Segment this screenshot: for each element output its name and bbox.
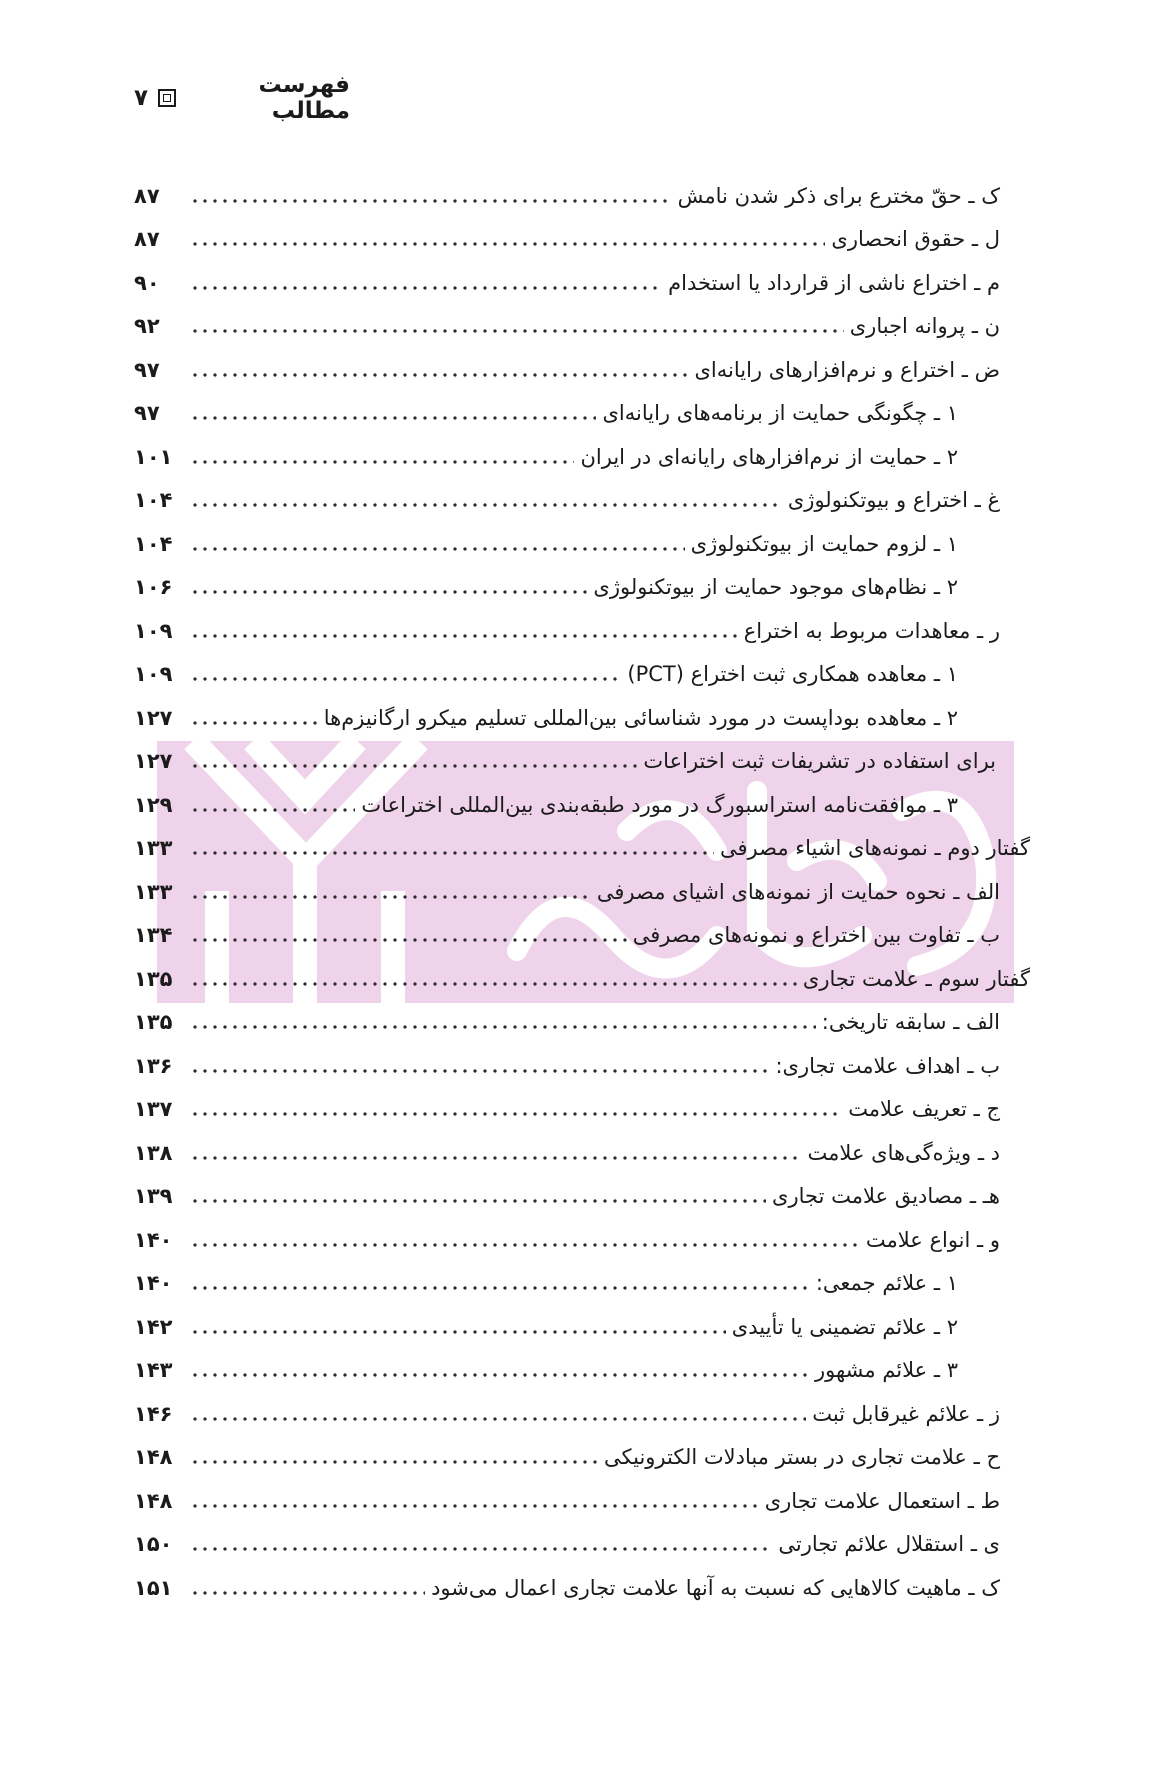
toc-entry	[134, 957, 1030, 1001]
toc-page-number: ۱۴۰	[134, 1271, 173, 1296]
toc-entry	[134, 783, 1030, 827]
toc-entry-title: ن ـ پروانه اجباری	[849, 314, 1000, 339]
toc-entry-title: ح ـ علامت تجاری در بستر مبادلات الکترونیکی	[604, 1445, 1000, 1470]
toc-entry-title: د ـ ویژه‌گی‌های علامت	[807, 1140, 1000, 1165]
toc-entry-title: ۳ ـ علائم مشهور	[815, 1358, 958, 1383]
toc-page-number: ۱۲۹	[134, 792, 173, 817]
dot-leader	[190, 326, 844, 336]
dot-leader	[190, 1501, 759, 1511]
dot-leader	[190, 805, 355, 815]
dot-leader	[190, 1066, 769, 1076]
toc-page-number: ۱۰۶	[134, 575, 173, 600]
toc-entry-title: ۱ ـ معاهده همکاری ثبت اختراع (PCT)	[627, 662, 958, 687]
toc-page-number: ۸۷	[134, 183, 160, 208]
toc-entry-title: ر ـ معاهدات مربوط به اختراع	[743, 618, 1000, 643]
toc-entry-title: و ـ انواع علامت	[865, 1227, 1000, 1252]
toc-entry	[134, 348, 1030, 392]
toc-page-number: ۹۰	[134, 270, 160, 295]
running-header	[134, 72, 350, 124]
toc-entry-title: ز ـ علائم غیرقابل ثبت	[812, 1401, 1000, 1426]
toc-entry	[134, 1131, 1030, 1175]
toc-entry-title: برای استفاده در تشریفات ثبت اختراعات	[643, 749, 996, 774]
toc-entry	[134, 1044, 1030, 1088]
toc-entry	[134, 305, 1030, 349]
toc-entry	[134, 827, 1030, 871]
toc-page-number: ۱۳۹	[134, 1184, 173, 1209]
toc-page-number: ۱۰۹	[134, 618, 173, 643]
dot-leader	[190, 1240, 860, 1250]
toc-entry	[134, 522, 1030, 566]
dot-leader	[190, 761, 637, 771]
toc-entry-title: ۳ ـ موافقت‌نامه استراسبورگ در مورد طبقه‌بندی بین‌المللی اختراعات	[361, 792, 958, 817]
toc-entry	[134, 609, 1030, 653]
toc-page-number: ۱۵۰	[134, 1532, 173, 1557]
toc-entry-title: ۲ ـ معاهده بوداپست در مورد شناسائی بین‌المللی تسلیم میکرو ارگانیزم‌ها	[323, 705, 958, 730]
toc-entry-title: ج ـ تعریف علامت	[848, 1097, 1000, 1122]
toc-entry	[134, 1436, 1030, 1480]
dot-leader	[190, 457, 574, 467]
header-title: فهرست مطالب	[258, 72, 350, 124]
toc-entry-title: ۱ ـ لزوم حمایت از بیوتکنولوژی	[690, 531, 958, 556]
toc-entry	[134, 1218, 1030, 1262]
dot-leader	[190, 674, 621, 684]
dot-leader	[190, 1283, 810, 1293]
dot-leader	[190, 1414, 806, 1424]
toc-page-number: ۹۷	[134, 401, 160, 426]
toc-page-number: ۱۰۱	[134, 444, 173, 469]
toc-entry	[134, 566, 1030, 610]
toc-entry-title: ی ـ استقلال علائم تجارتی	[778, 1532, 1000, 1557]
toc-entry-title: ۱ ـ چگونگی حمایت از برنامه‌های رایانه‌ای	[602, 401, 958, 426]
toc-page-number: ۹۷	[134, 357, 160, 382]
toc-entry-title: الف ـ سابقه تاریخی:	[821, 1010, 1000, 1035]
toc-entry	[134, 1001, 1030, 1045]
dot-leader	[190, 1544, 772, 1554]
toc-entry-title: ۲ ـ نظام‌های موجود حمایت از بیوتکنولوژی	[593, 575, 958, 600]
dot-leader	[190, 544, 685, 554]
dot-leader	[190, 1370, 809, 1380]
toc-page-number: ۱۰۹	[134, 662, 173, 687]
toc-page-number: ۱۴۳	[134, 1358, 173, 1383]
toc-entry-title: ل ـ حقوق انحصاری	[831, 227, 1000, 252]
toc-entry	[134, 392, 1030, 436]
toc-page-number: ۹۲	[134, 314, 160, 339]
toc-entry	[134, 1479, 1030, 1523]
toc-entry-title: ۲ ـ حمایت از نرم‌افزارهای رایانه‌ای در ایران	[580, 444, 958, 469]
toc-list	[134, 174, 1030, 1610]
toc-entry	[134, 1349, 1030, 1393]
toc-page-number: ۱۰۴	[134, 488, 173, 513]
dot-leader	[190, 1109, 842, 1119]
toc-entry-title: ب ـ تفاوت بین اختراع و نمونه‌های مصرفی	[632, 923, 1000, 948]
dot-leader	[190, 848, 714, 858]
toc-entry	[134, 1088, 1030, 1132]
toc-page-number: ۱۴۸	[134, 1445, 173, 1470]
dot-leader	[190, 1588, 425, 1598]
dot-leader	[190, 283, 662, 293]
dot-leader	[190, 1022, 816, 1032]
toc-page-number: ۸۷	[134, 227, 160, 252]
toc-page-number: ۱۴۲	[134, 1314, 173, 1339]
toc-entry-title: ک ـ ماهیت کالاهایی که نسبت به آنها علامت تجاری اعمال می‌شود	[431, 1575, 1000, 1600]
toc-entry-title: گفتار دوم ـ نمونه‌های اشیاء مصرفی	[720, 836, 1030, 861]
dot-leader	[190, 587, 587, 597]
dot-leader	[190, 413, 596, 423]
toc-entry	[134, 261, 1030, 305]
toc-entry-title: م ـ اختراع ناشی از قرارداد یا استخدام	[668, 270, 1000, 295]
toc-entry-title: ب ـ اهداف علامت تجاری:	[775, 1053, 1000, 1078]
dot-leader	[190, 631, 738, 641]
toc-page-number: ۱۳۷	[134, 1097, 173, 1122]
toc-page-number: ۱۵۱	[134, 1575, 173, 1600]
dot-leader	[190, 1327, 726, 1337]
toc-page-number: ۱۳۵	[134, 1010, 173, 1035]
dot-leader	[190, 1457, 598, 1467]
toc-page-number: ۱۳۸	[134, 1140, 173, 1165]
toc-page-number: ۱۲۷	[134, 749, 173, 774]
toc-entry	[134, 1566, 1030, 1610]
toc-entry-title: ط ـ استعمال علامت تجاری	[764, 1488, 1000, 1513]
toc-entry-title: الف ـ نحوه حمایت از نمونه‌های اشیای مصرفی	[596, 879, 1000, 904]
toc-page-number: ۱۳۳	[134, 879, 173, 904]
toc-entry	[134, 696, 1030, 740]
toc-entry	[134, 1175, 1030, 1219]
toc-entry	[134, 1392, 1030, 1436]
toc-entry-title: غ ـ اختراع و بیوتکنولوژی	[787, 488, 1000, 513]
dot-leader	[190, 370, 688, 380]
dot-leader	[190, 892, 591, 902]
dot-leader	[190, 718, 318, 728]
toc-entry	[134, 1523, 1030, 1567]
toc-entry	[134, 218, 1030, 262]
toc-entry-title: ۲ ـ علائم تضمینی یا تأییدی	[731, 1314, 958, 1339]
toc-page-number: ۱۳۴	[134, 923, 173, 948]
dot-leader	[190, 1153, 802, 1163]
toc-entry	[134, 1262, 1030, 1306]
toc-entry	[134, 653, 1030, 697]
toc-entry	[134, 740, 1030, 784]
toc-entry-title: هـ ـ مصادیق علامت تجاری	[772, 1184, 1000, 1209]
toc-page-number: ۱۳۶	[134, 1053, 173, 1078]
toc-entry-title: ک ـ حقّ مخترع برای ذکر شدن نامش	[677, 183, 1000, 208]
toc-page-number: ۱۳۵	[134, 966, 173, 991]
toc-entry-title: ض ـ اختراع و نرم‌افزارهای رایانه‌ای	[694, 357, 1000, 382]
toc-entry-title: گفتار سوم ـ علامت تجاری	[802, 966, 1030, 991]
toc-page-number: ۱۳۳	[134, 836, 173, 861]
toc-entry	[134, 914, 1030, 958]
header-page-number: ۷	[134, 85, 149, 111]
square-bullet-icon	[158, 89, 176, 107]
dot-leader	[190, 1196, 766, 1206]
toc-entry	[134, 174, 1030, 218]
toc-entry	[134, 870, 1030, 914]
dot-leader	[190, 196, 672, 206]
toc-page-number: ۱۴۶	[134, 1401, 173, 1426]
dot-leader	[190, 935, 627, 945]
dot-leader	[190, 979, 797, 989]
toc-entry	[134, 435, 1030, 479]
toc-page-number: ۱۴۰	[134, 1227, 173, 1252]
dot-leader	[190, 239, 825, 249]
toc-page-number: ۱۴۸	[134, 1488, 173, 1513]
toc-entry-title: ۱ ـ علائم جمعی:	[815, 1271, 958, 1296]
toc-entry	[134, 1305, 1030, 1349]
toc-page-number: ۱۲۷	[134, 705, 173, 730]
dot-leader	[190, 500, 782, 510]
toc-page-number: ۱۰۴	[134, 531, 173, 556]
toc-entry	[134, 479, 1030, 523]
